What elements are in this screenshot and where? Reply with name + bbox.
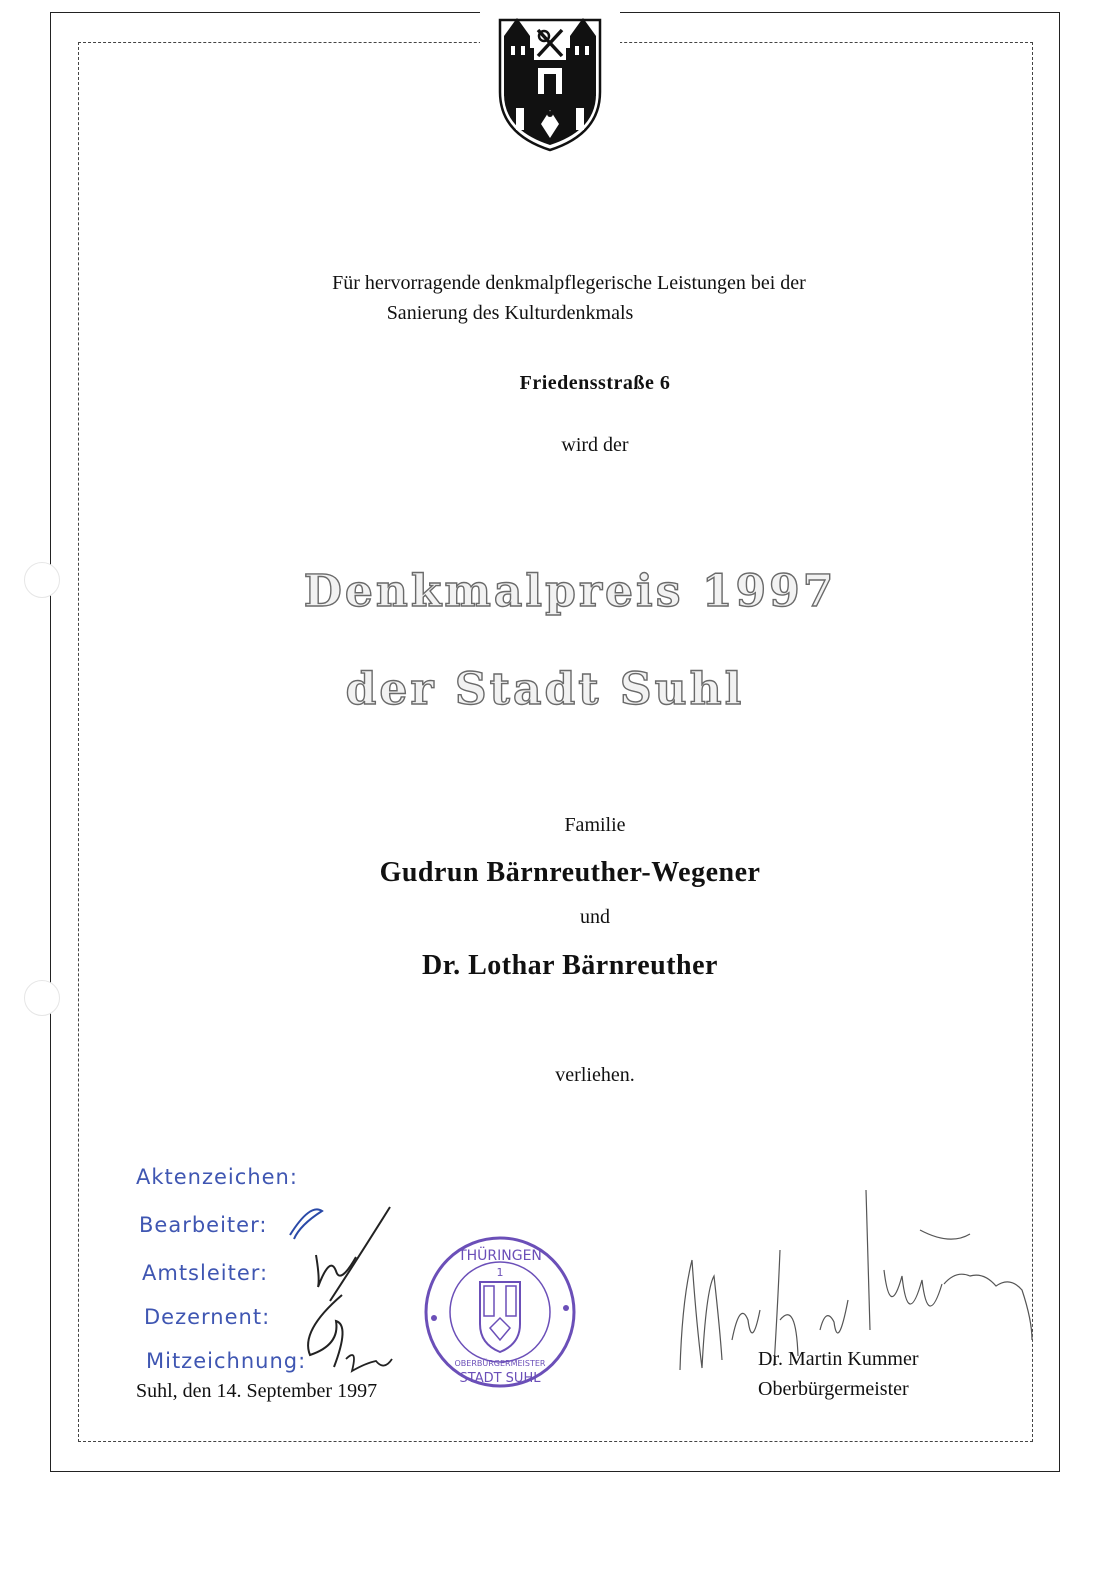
place-and-date: Suhl, den 14. September 1997 xyxy=(136,1380,378,1402)
mayor-signature xyxy=(670,1180,1050,1370)
prize-subtitle: der Stadt Suhl xyxy=(345,664,745,715)
mayor-name: Dr. Martin Kummer xyxy=(758,1348,919,1370)
und-label: und xyxy=(580,906,610,928)
award-reason-line-2: Sanierung des Kulturdenkmals xyxy=(386,302,634,324)
seal-bottom-text: OBERBÜRGERMEISTER xyxy=(454,1359,546,1368)
seal-number: 1 xyxy=(496,1266,504,1279)
prize-title: Denkmalpreis 1997 xyxy=(303,566,837,617)
monument-address: Friedensstraße 6 xyxy=(519,372,671,394)
city-coat-of-arms xyxy=(494,14,606,154)
punch-hole-bottom xyxy=(24,980,60,1016)
recipient-1: Gudrun Bärnreuther-Wegener xyxy=(379,857,761,888)
stamp-dezernent: Dezernent: xyxy=(144,1305,271,1329)
punch-hole-top xyxy=(24,562,60,598)
wird-der-text: wird der xyxy=(561,434,629,456)
stamp-bearbeiter: Bearbeiter: xyxy=(139,1213,268,1237)
award-reason xyxy=(0,268,1110,328)
familie-label: Familie xyxy=(564,814,626,836)
stamp-amtsleiter: Amtsleiter: xyxy=(142,1261,269,1285)
award-reason-line-1: Für hervorragende denkmalpflegerische Leistungen bei der xyxy=(332,272,806,294)
verliehen-text: verliehen. xyxy=(555,1064,635,1086)
mayor-title: Oberbürgermeister xyxy=(758,1378,909,1400)
recipient-2: Dr. Lothar Bärnreuther xyxy=(422,950,718,981)
seal-top-text: THÜRINGEN xyxy=(458,1248,542,1264)
stamp-aktenzeichen: Aktenzeichen: xyxy=(136,1165,298,1189)
official-city-seal xyxy=(420,1232,580,1392)
seal-city-text: STADT SUHL xyxy=(459,1371,541,1386)
stamp-mitzeichnung: Mitzeichnung: xyxy=(146,1349,307,1373)
initials-signature xyxy=(280,1195,420,1385)
